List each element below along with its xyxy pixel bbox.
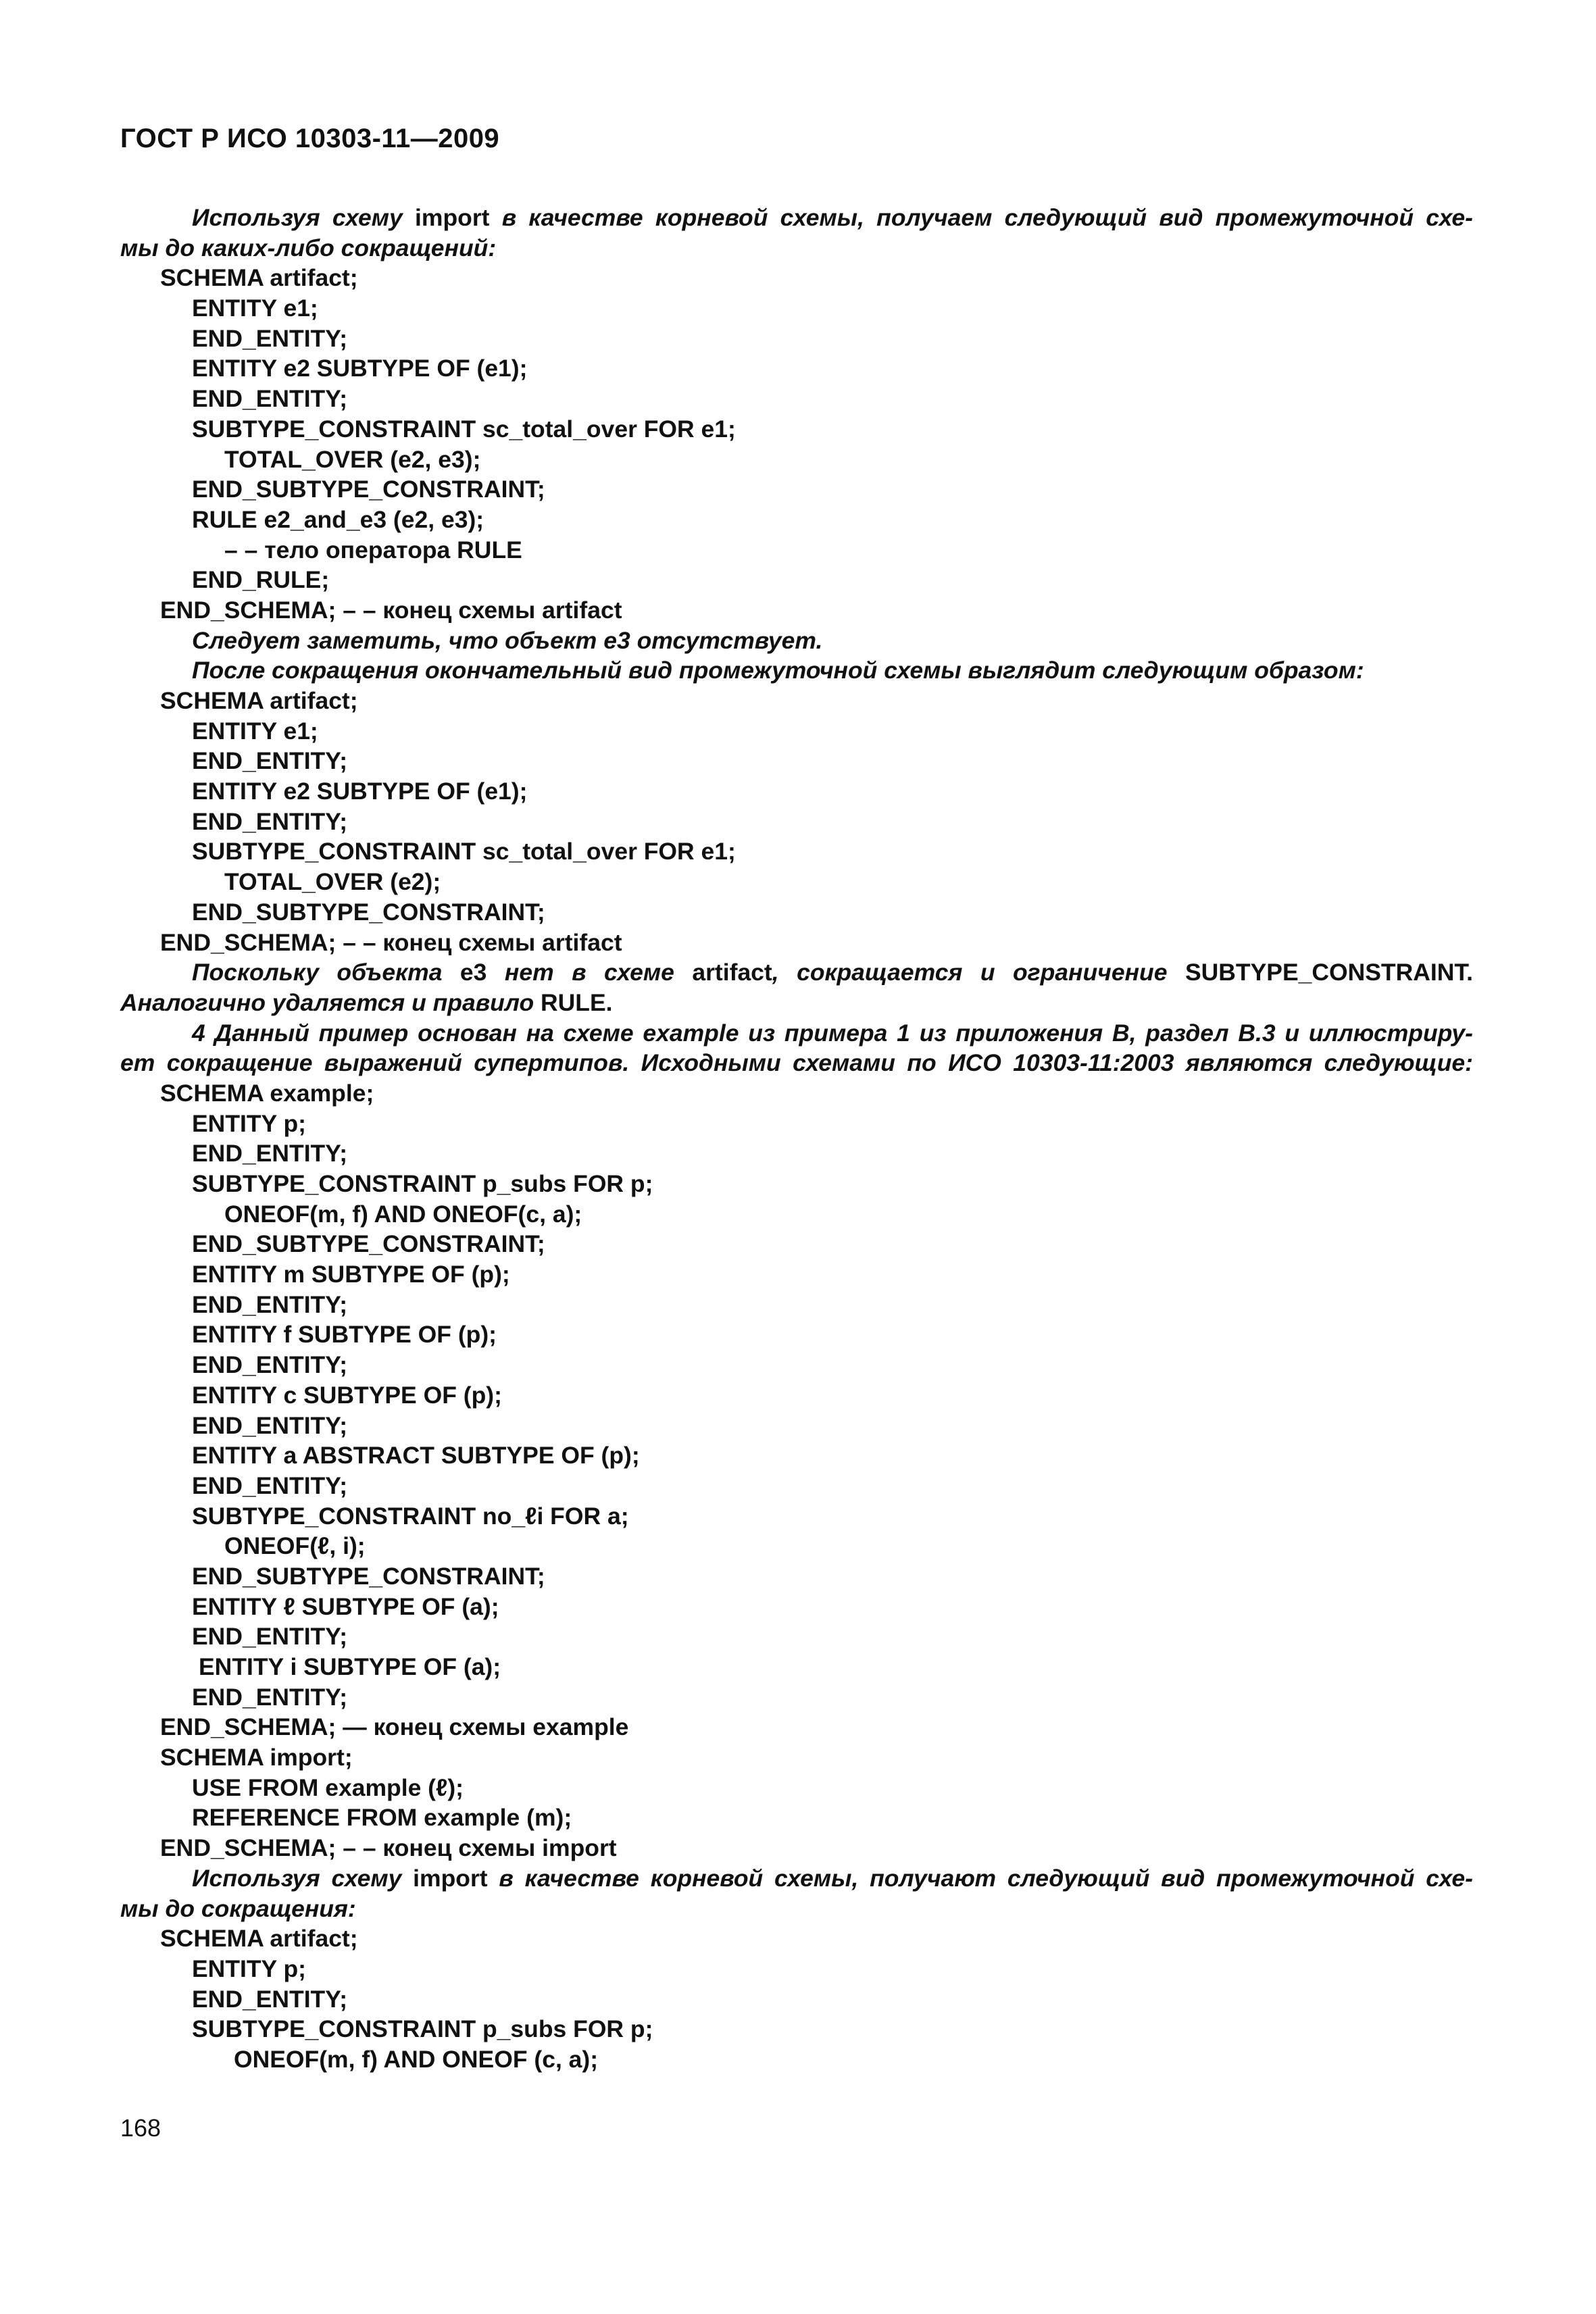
code-line: SUBTYPE_CONSTRAINT no_ℓi FOR a; xyxy=(192,1502,629,1530)
text-line: мы до сокращения: xyxy=(120,1894,356,1922)
text-line: мы до каких-либо сокращений: xyxy=(120,234,497,261)
code-line: USE FROM example (ℓ); xyxy=(192,1774,464,1801)
code-line: ENTITY a ABSTRACT SUBTYPE OF (p); xyxy=(192,1442,640,1469)
code-line: ONEOF(ℓ, i); xyxy=(224,1532,366,1560)
code-line: REFERENCE FROM example (m); xyxy=(192,1804,572,1832)
code-line: ONEOF(m, f) AND ONEOF (c, a); xyxy=(234,2045,599,2073)
text-line: Используя схему import в качестве корневой схемы, получаем следующий вид промежуточной схе- xyxy=(192,204,1473,231)
document-body xyxy=(120,203,1473,2075)
code-line: SUBTYPE_CONSTRAINT p_subs FOR p; xyxy=(192,1170,653,1197)
code-line: END_RULE; xyxy=(192,566,330,594)
code-line: END_ENTITY; xyxy=(192,324,348,352)
code-line: SUBTYPE_CONSTRAINT p_subs FOR p; xyxy=(192,2015,653,2043)
code-line: TOTAL_OVER (e2); xyxy=(224,868,441,896)
text-line: Используя схему import в качестве корневой схемы, получают следующий вид промежуточной схе- xyxy=(192,1864,1473,1892)
code-line: END_ENTITY; xyxy=(192,747,348,775)
code-line: END_SUBTYPE_CONSTRAINT; xyxy=(192,898,545,926)
code-line: ENTITY p; xyxy=(192,1109,306,1137)
code-line: END_ENTITY; xyxy=(192,1623,348,1651)
code-line: ENTITY f SUBTYPE OF (p); xyxy=(192,1321,497,1349)
code-line: END_SUBTYPE_CONSTRAINT; xyxy=(192,1230,545,1258)
code-line: ENTITY e2 SUBTYPE OF (e1); xyxy=(192,778,528,805)
code-line: END_ENTITY; xyxy=(192,385,348,413)
code-line: END_ENTITY; xyxy=(192,807,348,835)
text-line: ет сокращение выражений супертипов. Исходными схемами по ИСО 10303-11:2003 являются следующие: xyxy=(120,1049,1473,1077)
code-line: SCHEMA artifact; xyxy=(160,1925,358,1953)
code-line: TOTAL_OVER (e2, e3); xyxy=(224,445,481,473)
code-line: ENTITY e2 SUBTYPE OF (e1); xyxy=(192,355,528,382)
code-line: END_ENTITY; xyxy=(192,1411,348,1439)
page-number: 168 xyxy=(120,2114,161,2142)
code-line: ENTITY e1; xyxy=(192,717,318,745)
code-line: SCHEMA import; xyxy=(160,1744,353,1771)
code-line: RULE e2_and_e3 (e2, e3); xyxy=(192,505,484,533)
code-line: SUBTYPE_CONSTRAINT sc_total_over FOR e1; xyxy=(192,838,736,865)
code-line: END_ENTITY; xyxy=(192,1985,348,2013)
code-line: END_SCHEMA; – – конец схемы artifact xyxy=(160,928,622,956)
code-line: END_SCHEMA; — конец схемы example xyxy=(160,1713,629,1741)
code-line: END_SCHEMA; – – конец схемы artifact xyxy=(160,596,622,624)
text-line: После сокращения окончательный вид промежуточной схемы выглядит следующим образом: xyxy=(192,657,1364,684)
text-line: Аналогично удаляется и правило RULE. xyxy=(120,988,613,1016)
code-line: ENTITY e1; xyxy=(192,295,318,322)
text-line: 4 Данный пример основан на схеме example из примера 1 из приложения B, раздел B.3 и иллюстриру- xyxy=(192,1019,1473,1047)
code-line: ONEOF(m, f) AND ONEOF(c, a); xyxy=(224,1200,582,1228)
code-line: END_ENTITY; xyxy=(192,1351,348,1379)
code-line: END_ENTITY; xyxy=(192,1290,348,1318)
text-line: Следует заметить, что объект e3 отсутствует. xyxy=(192,626,823,654)
code-line: ENTITY p; xyxy=(192,1955,306,1982)
code-line: SUBTYPE_CONSTRAINT sc_total_over FOR e1; xyxy=(192,415,736,443)
code-line: – – тело оператора RULE xyxy=(224,536,522,563)
code-line: END_ENTITY; xyxy=(192,1683,348,1711)
text-line: Поскольку объекта e3 нет в схеме artifact, сокращается и ограничение SUBTYPE_CONSTRAINT. xyxy=(192,959,1473,986)
document-header: ГОСТ Р ИСО 10303-11—2009 xyxy=(120,124,500,153)
code-line: END_SUBTYPE_CONSTRAINT; xyxy=(192,476,545,503)
code-line: ENTITY ℓ SUBTYPE OF (a); xyxy=(192,1592,499,1620)
code-line: ENTITY c SUBTYPE OF (p); xyxy=(192,1381,502,1409)
code-line: END_SUBTYPE_CONSTRAINT; xyxy=(192,1562,545,1590)
code-line: SCHEMA artifact; xyxy=(160,264,358,292)
code-line: END_SCHEMA; – – конец схемы import xyxy=(160,1834,617,1862)
code-line: END_ENTITY; xyxy=(192,1140,348,1167)
code-line: ENTITY i SUBTYPE OF (a); xyxy=(199,1653,501,1680)
code-line: ENTITY m SUBTYPE OF (p); xyxy=(192,1261,510,1288)
code-line: SCHEMA artifact; xyxy=(160,687,358,714)
code-line: END_ENTITY; xyxy=(192,1472,348,1499)
code-line: SCHEMA example; xyxy=(160,1079,374,1107)
